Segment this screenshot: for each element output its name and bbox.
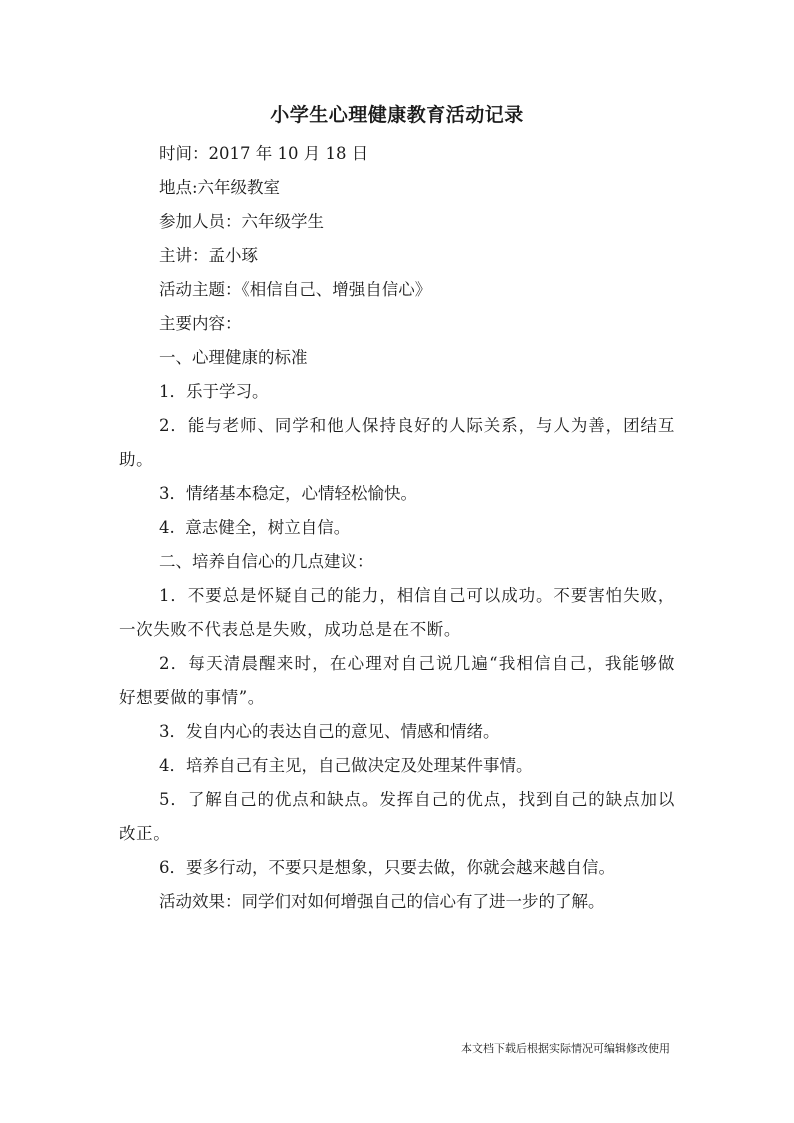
speaker-line: 主讲：孟小琢 (159, 246, 258, 265)
participants-line: 参加人员：六年级学生 (159, 212, 324, 231)
advice-item-2: 2．每天清晨醒来时，在心理对自己说几遍“我相信自己，我能够做好想要做的事情”。 (119, 654, 675, 707)
standard-item-1: 1．乐于学习。 (159, 382, 269, 401)
section-heading-standards: 一、心理健康的标准 (159, 348, 308, 367)
time-line: 时间：2017 年 10 月 18 日 (159, 144, 369, 163)
section-heading-advice: 二、培养自信心的几点建议： (159, 552, 374, 571)
footer-note: 本文档下载后根据实际情况可编辑修改使用 (461, 1042, 670, 1055)
standard-item-4: 4. 意志健全，树立自信。 (159, 518, 351, 537)
content-heading: 主要内容： (159, 314, 242, 333)
location-line: 地点:六年级教室 (159, 178, 281, 197)
standard-item-3: 3．情绪基本稳定，心情轻松愉快。 (159, 484, 417, 503)
advice-item-6: 6．要多行动，不要只是想象，只要去做，你就会越来越自信。 (159, 858, 615, 877)
advice-item-5: 5．了解自己的优点和缺点。发挥自己的优点，找到自己的缺点加以改正。 (119, 790, 675, 843)
document-title: 小学生心理健康教育活动记录 (270, 104, 524, 126)
advice-item-4: 4．培养自己有主见，自己做决定及处理某件事情。 (159, 756, 533, 775)
advice-item-3: 3．发自内心的表达自己的意见、情感和情绪。 (159, 722, 500, 741)
theme-line: 活动主题：《相信自己、增强自信心》 (159, 280, 432, 299)
standard-item-2: 2．能与老师、同学和他人保持良好的人际关系，与人为善，团结互助。 (119, 416, 675, 469)
document-body (119, 137, 675, 919)
advice-item-1: 1．不要总是怀疑自己的能力，相信自己可以成功。不要害怕失败，一次失败不代表总是失败，成功总是在不断。 (119, 586, 675, 639)
activity-effect-line: 活动效果：同学们对如何增强自己的信心有了进一步的了解。 (159, 892, 605, 911)
